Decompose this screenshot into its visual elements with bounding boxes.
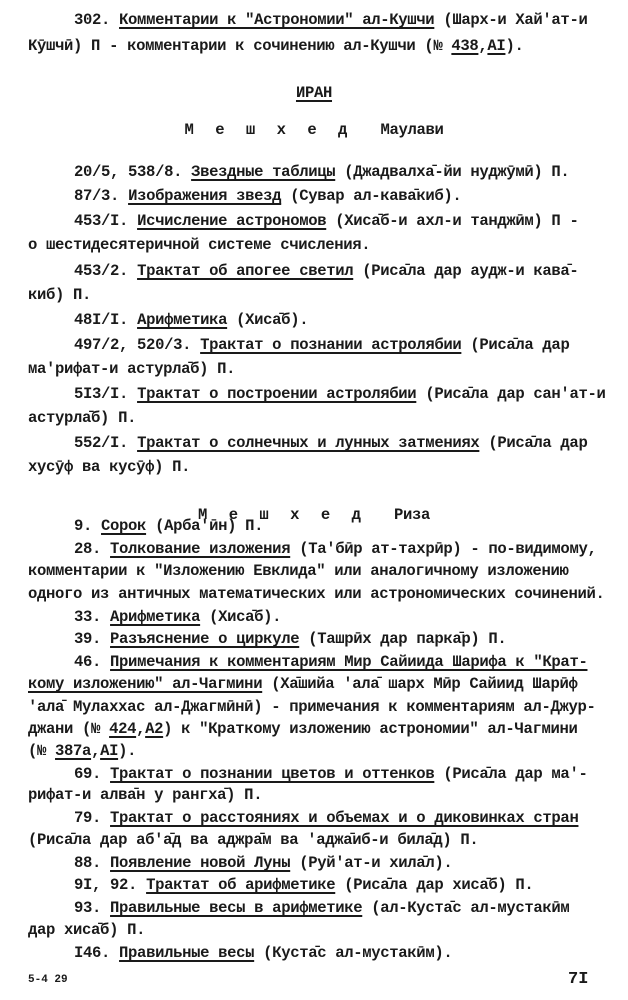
- entry-continuation: [28, 741, 136, 761]
- entry-continuation: астурла̄б) П.: [28, 409, 137, 427]
- entry-continuation: [28, 719, 578, 739]
- separator: ,: [136, 720, 146, 738]
- entry-description: (№: [28, 742, 56, 760]
- cross-reference: 438: [451, 37, 479, 55]
- entry-description: Кӯшчӣ) П - комментарии к сочинению ал-Кушчи (№: [28, 37, 452, 55]
- entry: [74, 943, 452, 963]
- entry-continuation: [28, 674, 577, 694]
- entry-number: 88.: [74, 854, 102, 872]
- entry: [74, 162, 569, 182]
- separator: ,: [91, 742, 101, 760]
- entry: [74, 261, 578, 281]
- entry-transliteration: (Та'бӣр ат-тахрӣр) - по-видимому,: [290, 540, 597, 558]
- section-heading: [0, 83, 628, 103]
- cross-reference: АI: [100, 742, 119, 760]
- entry-number: 453/I.: [74, 212, 129, 230]
- entry-transliteration: (Хиса̄б-и ахл-и танджӣм) П -: [326, 212, 579, 230]
- cross-reference: АI: [487, 37, 506, 55]
- entry-continuation: о шестидесятеричной системе счисления.: [28, 236, 371, 254]
- entry-title: Трактат о расстояниях и объемах и о диковинках стран: [110, 809, 579, 827]
- entry-number: 20/5, 538/8.: [74, 163, 183, 181]
- page-number: 7I: [568, 970, 589, 989]
- entry-title: Разъяснение о циркуле: [110, 630, 300, 648]
- entry-transliteration: (Риса̄ла дар аудж-и кава̄-: [353, 262, 579, 280]
- entry-title: Трактат о построении астролябии: [137, 385, 417, 403]
- entry-number: 46.: [74, 653, 102, 671]
- entry-description: джани (№: [28, 720, 110, 738]
- entry: [74, 186, 461, 206]
- entry: [74, 764, 587, 784]
- entry-title: Примечания к комментариям Мир Сайиида Шарифа к "Крат-: [110, 653, 588, 671]
- entry-transliteration: (Хиса̄б).: [200, 608, 282, 626]
- punctuation: ).: [505, 37, 524, 55]
- entry: [74, 335, 569, 355]
- entry-title: кому изложению" ал-Чагмини: [28, 675, 263, 693]
- entry-transliteration: (Риса̄ла дар: [479, 434, 588, 452]
- entry-302-line1: [74, 10, 587, 30]
- entry-continuation: хусӯф ва кусӯф) П.: [28, 458, 191, 476]
- entry: [74, 629, 506, 649]
- entry-title: Комментарии к "Астрономии" ал-Кушчи: [119, 11, 435, 29]
- entry-title: Звездные таблицы: [191, 163, 336, 181]
- entry-transliteration: (Риса̄ла дар ма'-: [434, 765, 588, 783]
- cross-reference: 387а: [55, 742, 92, 760]
- entry-transliteration: (Куста̄с ал-мустакӣм).: [254, 944, 453, 962]
- entry-number: 48I/I.: [74, 311, 129, 329]
- entry: [74, 539, 596, 559]
- entry-continuation: одного из античных математических или астрономических сочинений.: [28, 585, 605, 603]
- entry: [74, 607, 281, 627]
- library-name: Риза: [393, 506, 430, 524]
- entry-transliteration: (Арба'ӣн) П.: [146, 517, 264, 535]
- entry-number: 9I, 92.: [74, 876, 138, 894]
- entry-continuation: комментарии к "Изложению Евклида" или аналогичному изложению: [28, 562, 569, 580]
- entry-number: 28.: [74, 540, 102, 558]
- entry: [74, 211, 578, 231]
- entry-title: Исчисление астрономов: [137, 212, 327, 230]
- entry-transliteration: (Риса̄ла дар: [461, 336, 570, 354]
- entry-transliteration: (Ташрӣх дар парка̄р) П.: [299, 630, 507, 648]
- entry-transliteration: (Риса̄ла дар хиса̄б) П.: [335, 876, 534, 894]
- entry-title: Трактат о солнечных и лунных затмениях: [137, 434, 480, 452]
- entry-number: 33.: [74, 608, 102, 626]
- entry-number: 497/2, 520/3.: [74, 336, 192, 354]
- entry: [74, 652, 587, 672]
- entry-number: 87/3.: [74, 187, 120, 205]
- entry-continuation: (Риса̄ла дар аб'а̄д ва аджра̄м ва 'аджа̄иб-и била̄д) П.: [28, 831, 479, 849]
- entry: [74, 310, 308, 330]
- entry: [74, 433, 587, 453]
- entry-title: Изображения звезд: [128, 187, 282, 205]
- entry: [74, 853, 452, 873]
- entry: [74, 875, 533, 895]
- entry-transliteration: (Шарх-и Хай'ат-и: [434, 11, 588, 29]
- entry: [74, 898, 569, 918]
- cross-reference: А2: [145, 720, 164, 738]
- entry-transliteration: (Сувар ал-кава̄киб).: [281, 187, 462, 205]
- entry: [74, 516, 263, 536]
- entry-title: Трактат о познании цветов и оттенков: [110, 765, 435, 783]
- entry-title: Арифметика: [110, 608, 201, 626]
- entry-number: 453/2.: [74, 262, 129, 280]
- entry-transliteration: (ал-Куста̄с ал-мустакӣм: [362, 899, 570, 917]
- cross-reference: 424: [109, 720, 137, 738]
- entry-number: 552/I.: [74, 434, 129, 452]
- entry-continuation: дар хиса̄б) П.: [28, 921, 146, 939]
- city-name: М е ш х е д: [184, 121, 354, 139]
- entry-continuation: ма'рифат-и астурла̄б) П.: [28, 360, 236, 378]
- entry-continuation: рифат-и алва̄н у рангха̄) П.: [28, 786, 263, 804]
- entry-title: Арифметика: [137, 311, 228, 329]
- separator: ,: [478, 37, 488, 55]
- entry-transliteration: (Ха̄шийа 'ала̄ шарх Мӣр Сайиид Шарӣф: [262, 675, 578, 693]
- entry-transliteration: (Риса̄ла дар сан'ат-и: [416, 385, 606, 403]
- entry-number: 302.: [74, 11, 111, 29]
- entry-number: 79.: [74, 809, 102, 827]
- city-name: М е ш х е д: [198, 506, 367, 524]
- entry-number: 5I3/I.: [74, 385, 129, 403]
- entry-number: 9.: [74, 517, 93, 535]
- entry-transliteration: (Хиса̄б).: [227, 311, 309, 329]
- entry-title: Трактат об апогее светил: [137, 262, 354, 280]
- subsection-heading-maulavi: [0, 120, 628, 140]
- entry-title: Правильные весы: [119, 944, 255, 962]
- entry-transliteration: (Джадвалха̄-йи нуджӯмӣ) П.: [335, 163, 570, 181]
- entry-title: Трактат о познании астролябии: [200, 336, 462, 354]
- printer-signature: 5-4 29: [28, 974, 68, 986]
- entry-number: 93.: [74, 899, 102, 917]
- entry-number: 39.: [74, 630, 102, 648]
- section-heading-text: ИРАН: [295, 84, 333, 102]
- entry-title: Трактат об арифметике: [146, 876, 336, 894]
- entry-continuation: 'ала̄ Мулаххас ал-Джагмӣнӣ) - примечания к комментариям ал-Джур-: [28, 698, 596, 716]
- entry-title: Сорок: [101, 517, 147, 535]
- entry-continuation: киб) П.: [28, 286, 92, 304]
- entry-number: I46.: [74, 944, 111, 962]
- entry-302-line2: [28, 36, 523, 56]
- entry-title: Толкование изложения: [110, 540, 291, 558]
- entry-title: Правильные весы в арифметике: [110, 899, 363, 917]
- library-name: Маулави: [380, 121, 444, 139]
- entry: [74, 384, 605, 404]
- entry-description: ) к "Краткому изложению астрономии" ал-Чагмини: [163, 720, 578, 738]
- punctuation: ).: [118, 742, 137, 760]
- entry-number: 69.: [74, 765, 102, 783]
- entry: [74, 808, 578, 828]
- entry-transliteration: (Руй'ат-и хила̄л).: [290, 854, 453, 872]
- entry-title: Появление новой Луны: [110, 854, 291, 872]
